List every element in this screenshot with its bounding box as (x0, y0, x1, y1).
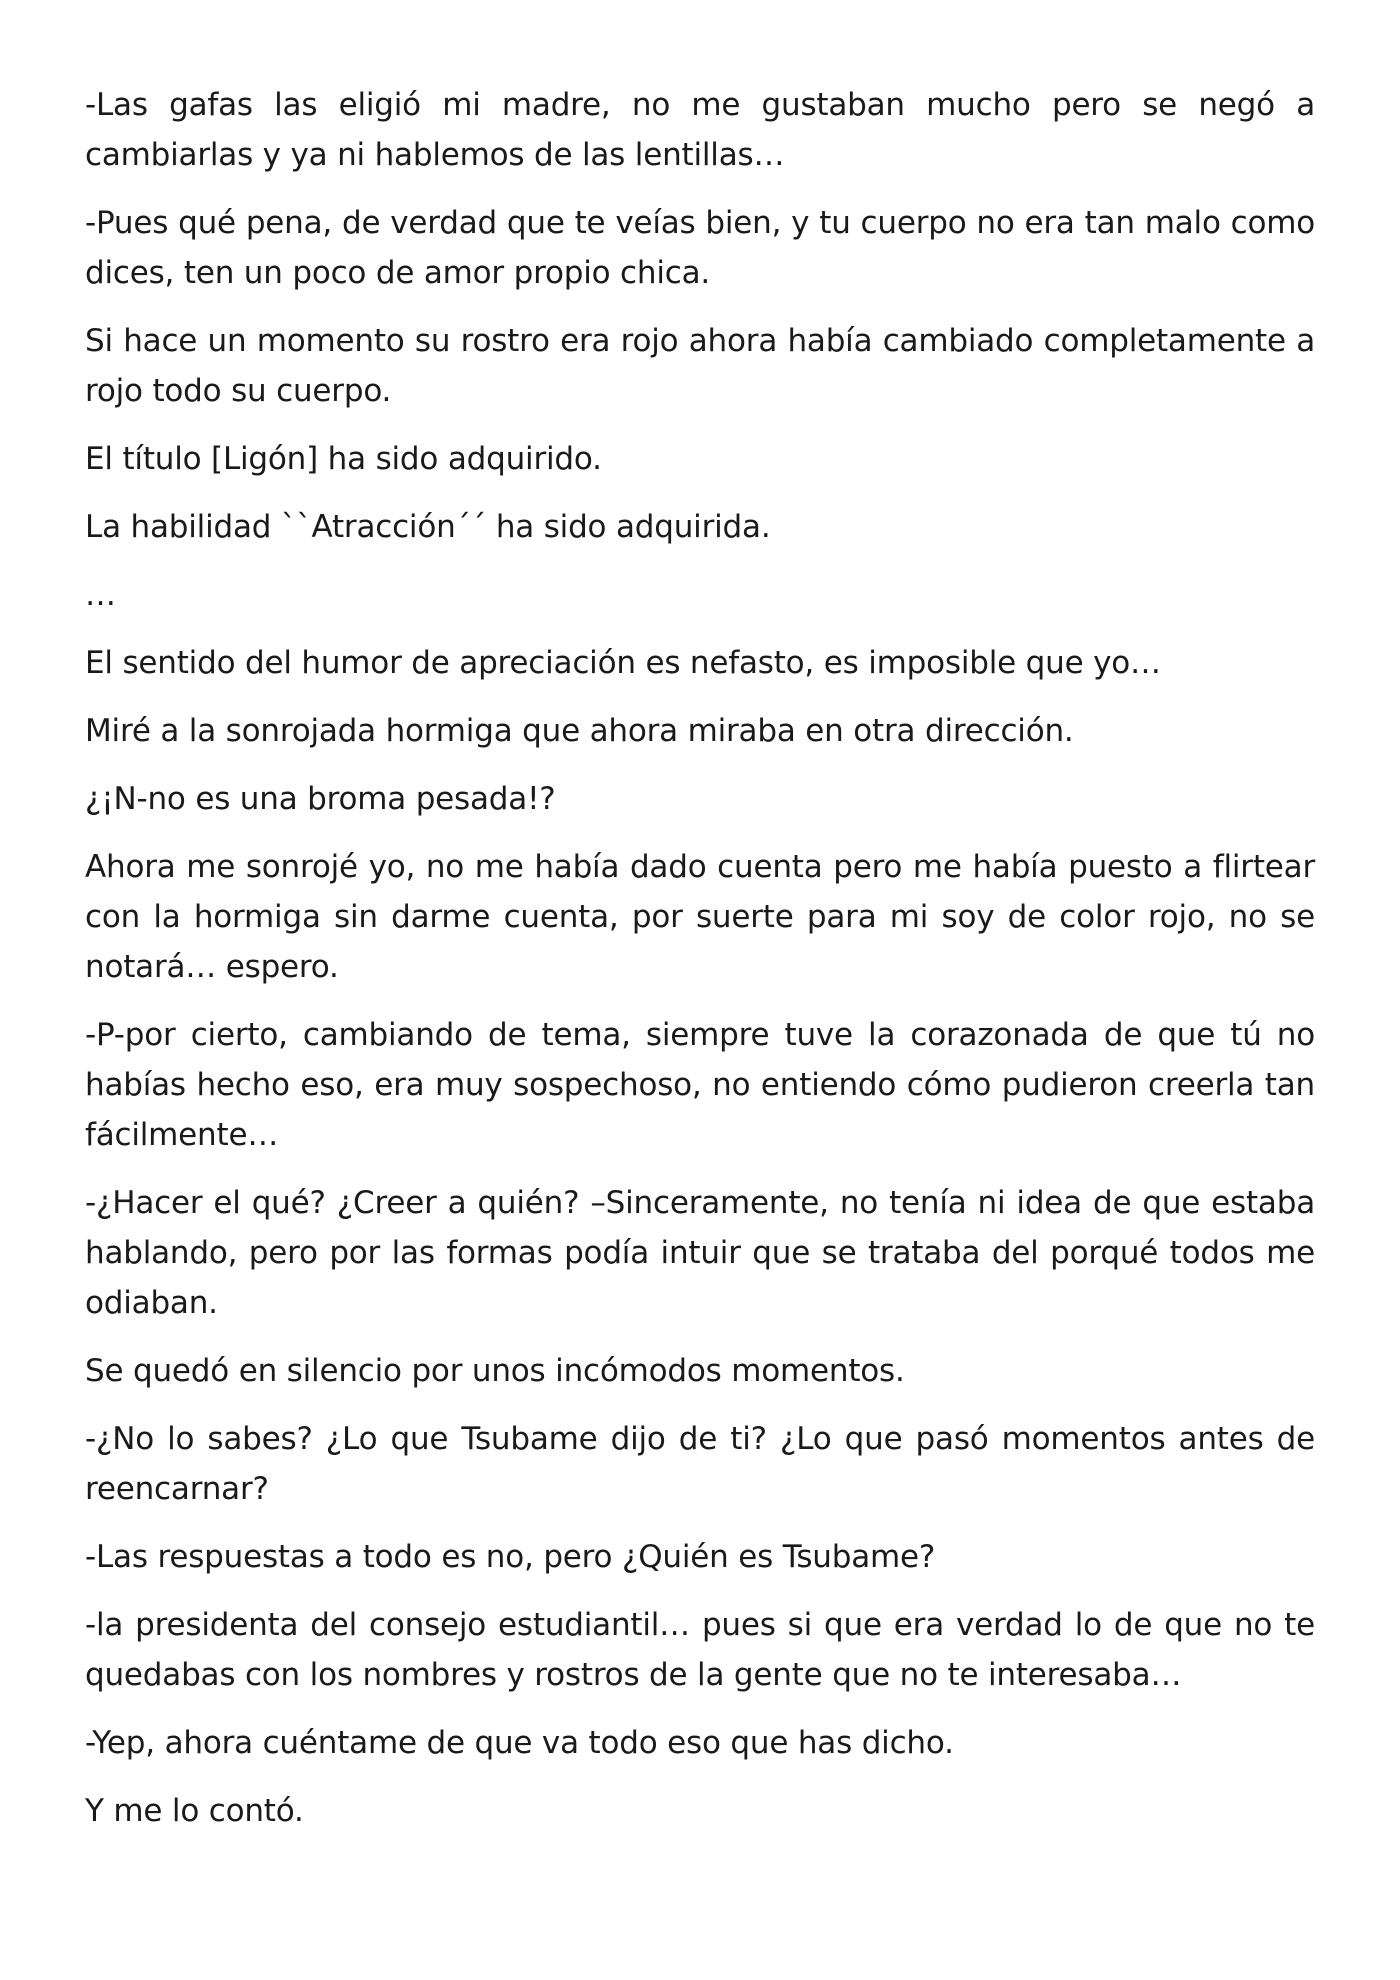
paragraph: Miré a la sonrojada hormiga que ahora miraba en otra dirección. (85, 713, 1074, 749)
paragraph: Si hace un momento su rostro era rojo ahora había cambiado completamente a rojo todo su cuerpo. (85, 323, 1315, 409)
paragraph: Ahora me sonrojé yo, no me había dado cuenta pero me había puesto a flirtear con la hormiga sin darme cuenta, por suerte para mi soy de color rojo, no se notará… espero. (85, 849, 1315, 985)
paragraph: -¿No lo sabes? ¿Lo que Tsubame dijo de ti? ¿Lo que pasó momentos antes de reencarnar? (85, 1421, 1315, 1507)
paragraph: … (85, 577, 116, 613)
paragraph: Se quedó en silencio por unos incómodos momentos. (85, 1353, 905, 1389)
paragraph: -la presidenta del consejo estudiantil… pues si que era verdad lo de que no te quedabas con los nombres y rostros de la gente que no te interesaba… (85, 1607, 1315, 1693)
paragraph: -Las gafas las eligió mi madre, no me gustaban mucho pero se negó a cambiarlas y ya ni hablemos de las lentillas… (85, 87, 1315, 173)
paragraph: -P-por cierto, cambiando de tema, siempre tuve la corazonada de que tú no habías hecho eso, era muy sospechoso, no entiendo cómo pudieron creerla tan fácilmente… (85, 1017, 1315, 1153)
paragraph: -Las respuestas a todo es no, pero ¿Quién es Tsubame? (85, 1539, 936, 1575)
document-page (85, 80, 1315, 1854)
paragraph: -Pues qué pena, de verdad que te veías bien, y tu cuerpo no era tan malo como dices, ten un poco de amor propio chica. (85, 205, 1315, 291)
paragraph: ¿¡N-no es una broma pesada!? (85, 781, 556, 817)
paragraph: La habilidad ``Atracción´´ ha sido adquirida. (85, 509, 771, 545)
paragraph: El título [Ligón] ha sido adquirido. (85, 441, 602, 477)
paragraph: Y me lo contó. (85, 1793, 304, 1829)
paragraph: -¿Hacer el qué? ¿Creer a quién? –Sinceramente, no tenía ni idea de que estaba hablando, pero por las formas podía intuir que se trataba del porqué todos me odiaban. (85, 1185, 1315, 1321)
paragraph: El sentido del humor de apreciación es nefasto, es imposible que yo… (85, 645, 1161, 681)
paragraph: -Yep, ahora cuéntame de que va todo eso que has dicho. (85, 1725, 954, 1761)
